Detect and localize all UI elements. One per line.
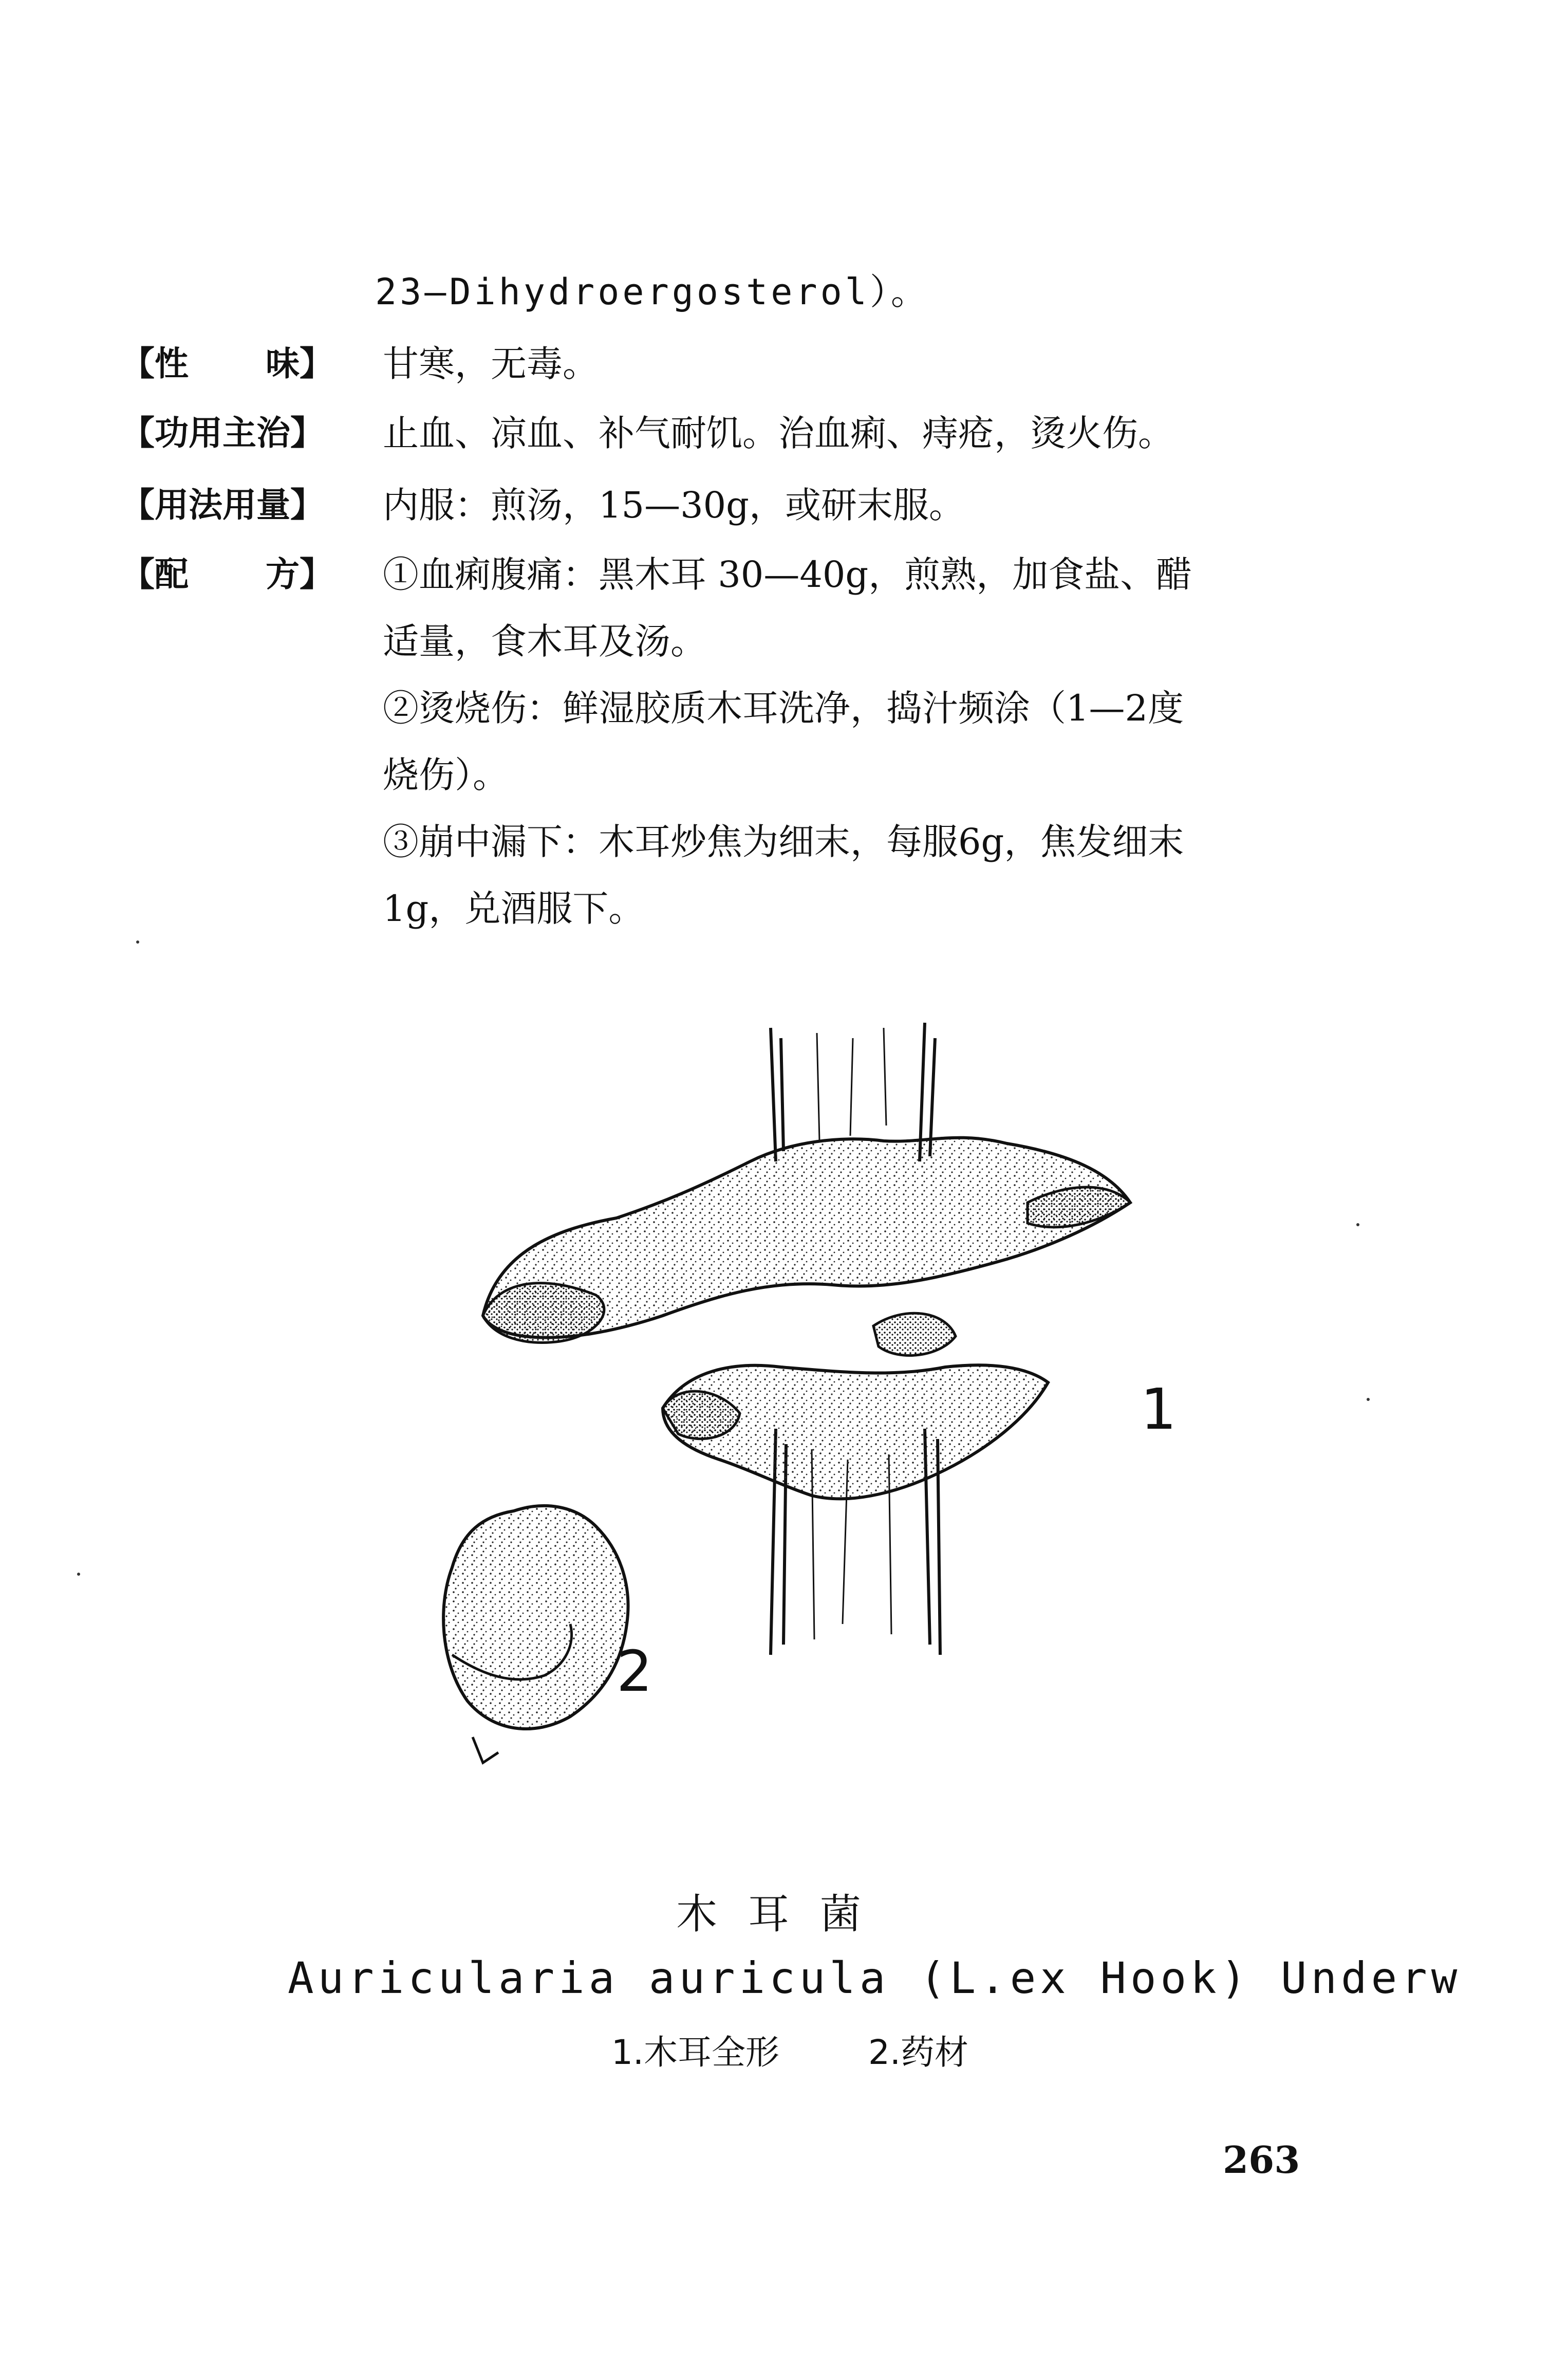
figure-label-1: 1 [1141,1376,1177,1442]
formula-line: 烧伤）。 [383,754,509,796]
fungus-dried-specimen [443,1506,628,1729]
usage-text: 内服：煎汤，15—30g，或研末服。 [383,484,965,526]
wood-ear-illustration [329,1007,1295,1881]
formula-line: 适量，食木耳及汤。 [383,620,706,662]
scan-speck [77,1573,80,1576]
taste-label [121,339,333,389]
scan-speck [136,940,139,944]
function-text: 止血、凉血、补气耐饥。治血痢、痔疮，烫火伤。 [383,412,1174,454]
figure-caption-sub-1: 1.木耳全形 [611,2033,779,2072]
scan-speck [1356,1223,1359,1226]
function-label: 【功用主治】 [121,413,324,453]
taste-text: 甘寒，无毒。 [383,343,599,385]
taste-label-left: 【性 [121,344,189,383]
continuation-text: 23—Dihydroergosterol）。 [375,271,930,313]
formula-line: ③崩中漏下：木耳炒焦为细末，每服6g，焦发细末 [383,821,1184,863]
formula-line: ①血痢腹痛：黑木耳 30—40g，煎熟，加食盐、醋 [383,553,1192,596]
taste-label-right: 味】 [266,344,333,383]
formula-label-right: 方】 [266,555,333,594]
figure-caption-sub-2: 2.药材 [868,2033,968,2072]
formula-line: ②烫烧伤：鲜湿胶质木耳洗净，捣汁频涂（1—2度 [383,687,1184,729]
formula-label [121,550,333,599]
figure-label-2: 2 [617,1638,652,1704]
formula-label-left: 【配 [121,555,189,594]
usage-label: 【用法用量】 [121,485,324,525]
scan-speck [1367,1398,1370,1401]
formula-line: 1g，兑酒服下。 [383,888,645,930]
page-number: 263 [1223,2138,1300,2182]
figure-caption-chinese: 木耳菌 [676,1890,892,1938]
figure-caption-latin: Auricularia auricula (L.ex Hook) Underw [288,1953,1462,2003]
